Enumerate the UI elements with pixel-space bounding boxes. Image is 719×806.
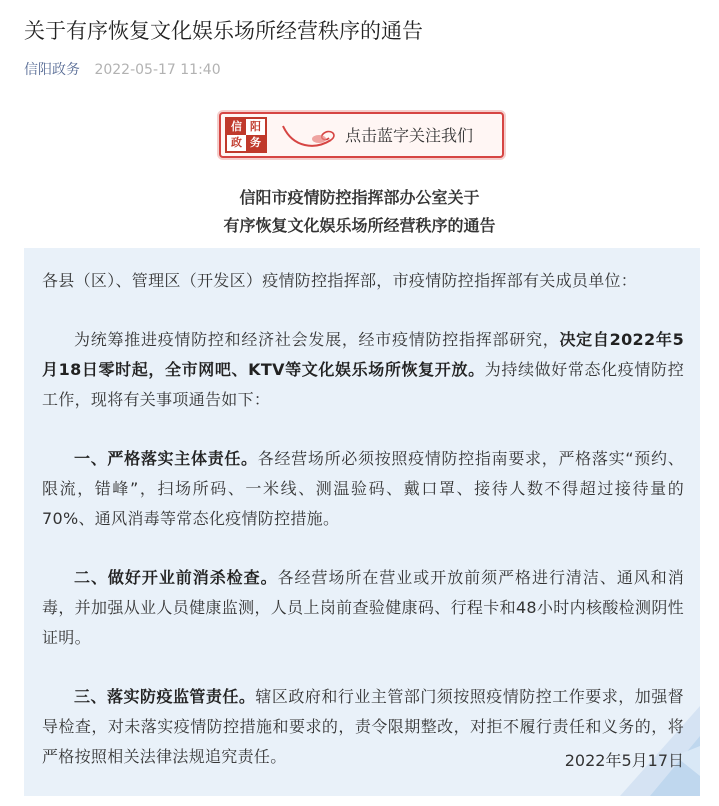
logo-char: 信: [227, 119, 246, 135]
xinyang-zhengwu-logo: [225, 117, 267, 153]
follow-prompt-text: 点击蓝字关注我们: [345, 126, 474, 145]
article-meta: [24, 60, 221, 80]
swirl-icon: [279, 120, 345, 152]
item-heading: 一、严格落实主体责任。: [74, 449, 258, 468]
item-text: 辖区政府和行业主管部门须按照疫情防控工作要求，加强督导检查，对未落实疫情防控措施和要求的，责令限期整改，对拒不履行责任和义务的，将严格按照相关法律法规追究责任。: [42, 687, 684, 766]
logo-char: 务: [246, 135, 265, 151]
notice-intro: [42, 325, 684, 415]
intro-emphasis: 决定自2022年5月18日零时起，全市网吧、KTV等文化娱乐场所恢复开放。: [42, 330, 684, 379]
item-text: 各经营场所在营业或开放前须严格进行清洁、通风和消毒，并加强从业人员健康监测，人员上岗前查验健康码、行程卡和48小时内核酸检测阴性证明。: [42, 568, 685, 647]
notice-body-box: [24, 248, 700, 796]
item-heading: 二、做好开业前消杀检查。: [74, 568, 278, 587]
notice-item-1: [42, 444, 684, 534]
follow-banner[interactable]: [219, 112, 504, 158]
notice-title: [0, 184, 719, 240]
article-source-link[interactable]: 信阳政务: [24, 62, 80, 78]
item-heading: 三、落实防疫监管责任。: [74, 687, 256, 706]
intro-text: 为统筹推进疫情防控和经济社会发展，经市疫情防控指挥部研究，: [74, 330, 560, 349]
notice-addressee: 各县（区）、管理区（开发区）疫情防控指挥部，市疫情防控指挥部有关成员单位：: [42, 271, 638, 290]
article-date: 2022-05-17 11:40: [94, 62, 221, 78]
notice-title-line: 有序恢复文化娱乐场所经营秩序的通告: [223, 216, 496, 235]
logo-char: 阳: [250, 120, 261, 133]
item-text: 各经营场所必须按照疫情防控指南要求，严格落实“预约、限流，错峰”，扫场所码、一米线、测温验码、戴口罩、接待人数不得超过接待量的70%、通风消毒等常态化疫情防控措施。: [42, 449, 684, 528]
notice-item-2: [42, 563, 684, 653]
notice-title-line: 信阳市疫情防控指挥部办公室关于: [239, 188, 480, 207]
notice-sign-date: 2022年5月17日: [564, 751, 684, 770]
article-title: 关于有序恢复文化娱乐场所经营秩序的通告: [24, 19, 423, 43]
intro-text-end: 为持续做好常态化疫情防控工作，现将有关事项通告如下：: [42, 360, 684, 409]
logo-char: 政: [231, 136, 242, 149]
